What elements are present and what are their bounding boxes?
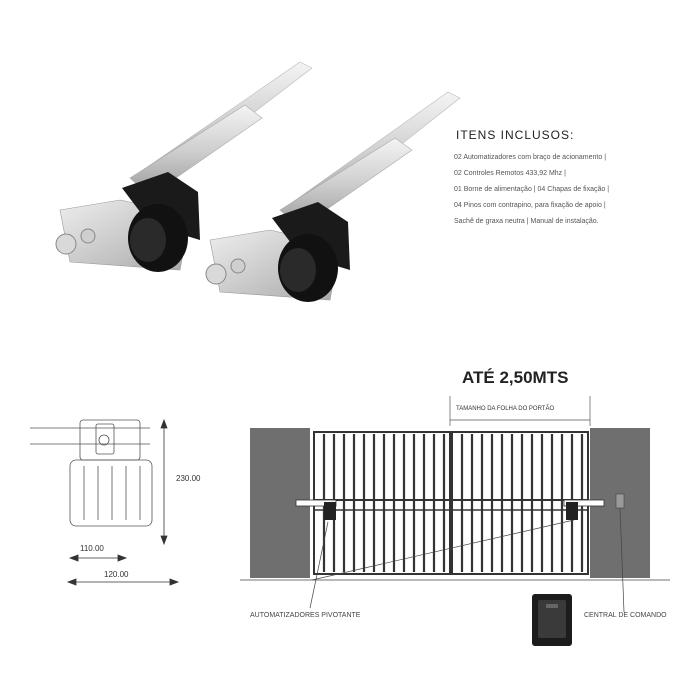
item-line-1: 02 Automatizadores com braço de acionamento | <box>454 154 607 161</box>
item-line-2: 02 Controles Remotos 433,92 Mhz | <box>454 170 566 177</box>
item-line-3: 01 Borne de alimentação | 04 Chapas de fixação | <box>454 186 610 193</box>
gate-width-headline: ATÉ 2,50MTS <box>462 368 569 387</box>
item-line-4: 04 Pinos com contrapino, para fixação de apoio | <box>454 202 606 209</box>
items-title: ITENS INCLUSOS: <box>456 128 575 142</box>
gate-leaf-size-label: TAMANHO DA FOLHA DO PORTÃO <box>456 406 555 412</box>
motor-inner-width-label: 110.00 <box>80 544 104 553</box>
gate-drawing <box>240 390 680 650</box>
control-center-callout: CENTRAL DE COMANDO <box>584 612 667 619</box>
control-box <box>532 594 572 646</box>
motor-outer-width-label: 120.00 <box>104 570 129 579</box>
motor-height-label: 230.00 <box>176 474 201 483</box>
actuators-callout: AUTOMATIZADORES PIVOTANTE <box>250 612 361 619</box>
item-line-5: Sachê de graxa neutra | Manual de instalação. <box>454 218 599 225</box>
